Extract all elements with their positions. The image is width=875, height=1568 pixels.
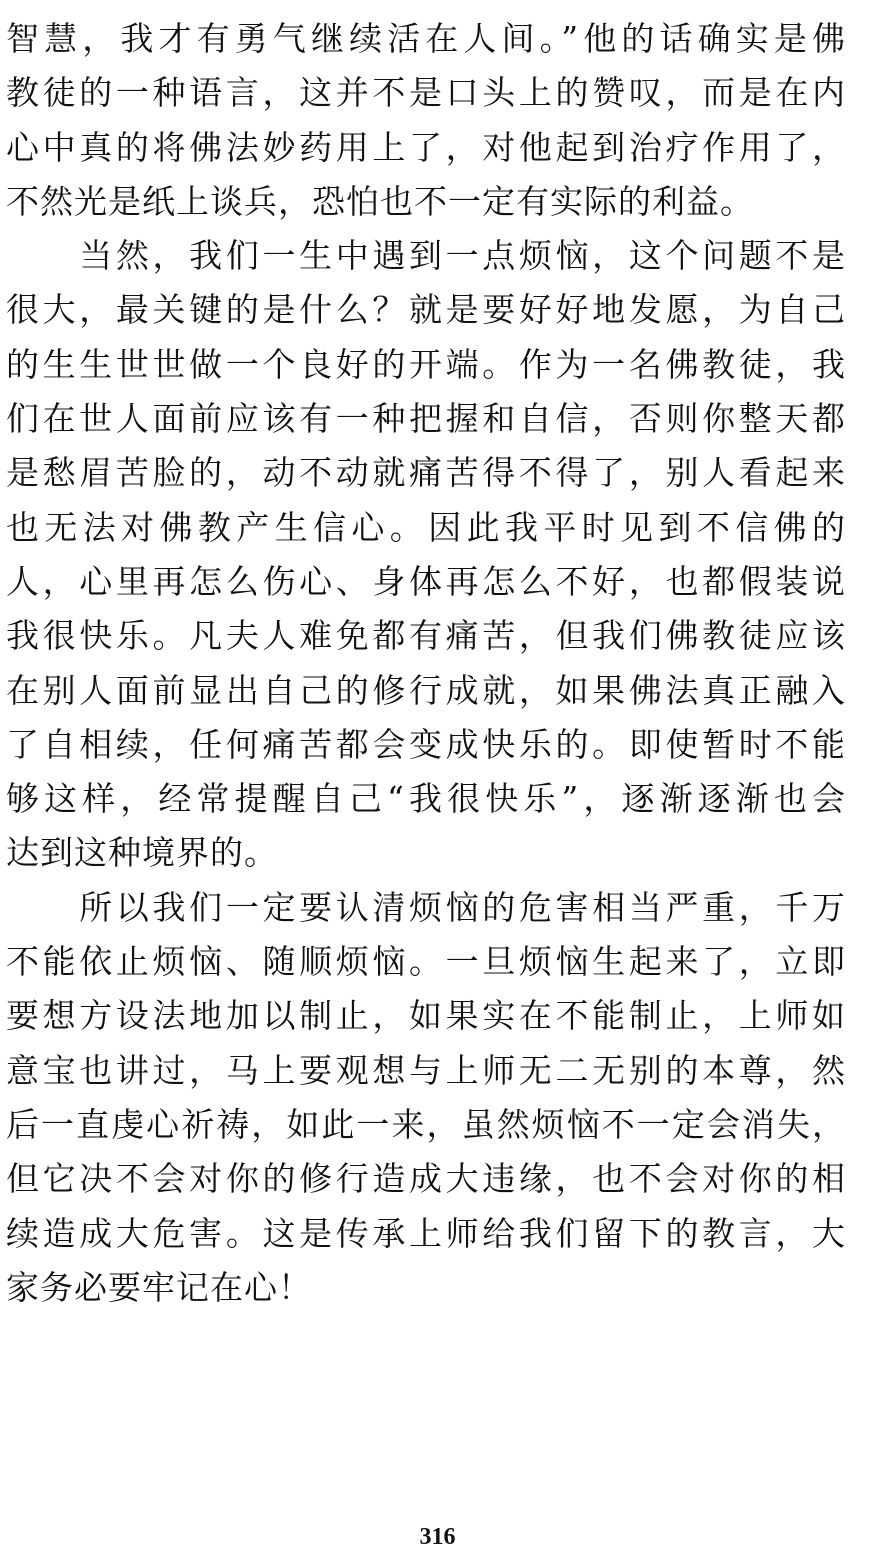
text-line: 不然光是纸上谈兵，恐怕也不一定有实际的利益。 <box>6 181 754 221</box>
text-line: 我很快乐。凡夫人难免都有痛苦，但我们佛教徒应该 <box>6 616 846 656</box>
text-line: 当然，我们一生中遇到一点烦恼，这个问题不是 <box>6 236 846 276</box>
text-line: 后一直虔心祈祷，如此一来，虽然烦恼不一定会消失， <box>6 1104 846 1144</box>
text-line: 心中真的将佛法妙药用上了，对他起到治疗作用了， <box>6 127 846 167</box>
text-line: 在别人面前显出自己的修行成就，如果佛法真正融入 <box>6 670 846 710</box>
text-line: 了自相续，任何痛苦都会变成快乐的。即使暂时不能 <box>6 724 846 764</box>
text-line: 所以我们一定要认清烦恼的危害相当严重，千万 <box>6 887 846 927</box>
text-line: 人，心里再怎么伤心、身体再怎么不好，也都假装说 <box>6 561 846 601</box>
text-line: 意宝也讲过，马上要观想与上师无二无别的本尊，然 <box>6 1050 846 1090</box>
text-line: 不能依止烦恼、随顺烦恼。一旦烦恼生起来了，立即 <box>6 942 846 982</box>
text-line: 们在世人面前应该有一种把握和自信，否则你整天都 <box>6 399 846 439</box>
body-text <box>6 12 846 1315</box>
page-number: 316 <box>419 1524 456 1550</box>
text-line: 够这样，经常提醒自己“我很快乐”，逐渐逐渐也会 <box>6 779 846 819</box>
text-line: 也无法对佛教产生信心。因此我平时见到不信佛的 <box>6 507 846 547</box>
text-line: 智慧，我才有勇气继续活在人间。”他的话确实是佛 <box>6 19 846 58</box>
text-line: 很大，最关键的是什么？就是要好好地发愿，为自己 <box>6 290 846 330</box>
text-line: 是愁眉苦脸的，动不动就痛苦得不得了，别人看起来 <box>6 453 846 493</box>
text-line: 教徒的一种语言，这并不是口头上的赞叹，而是在内 <box>6 73 846 113</box>
text-line: 续造成大危害。这是传承上师给我们留下的教言，大 <box>6 1213 846 1253</box>
text-line: 要想方设法地加以制止，如果实在不能制止，上师如 <box>6 996 846 1036</box>
text-line: 达到这种境界的。 <box>6 833 278 873</box>
text-line: 家务必要牢记在心！ <box>6 1267 312 1307</box>
text-line: 但它决不会对你的修行造成大违缘，也不会对你的相 <box>6 1159 846 1199</box>
text-line: 的生生世世做一个良好的开端。作为一名佛教徒，我 <box>6 344 846 384</box>
